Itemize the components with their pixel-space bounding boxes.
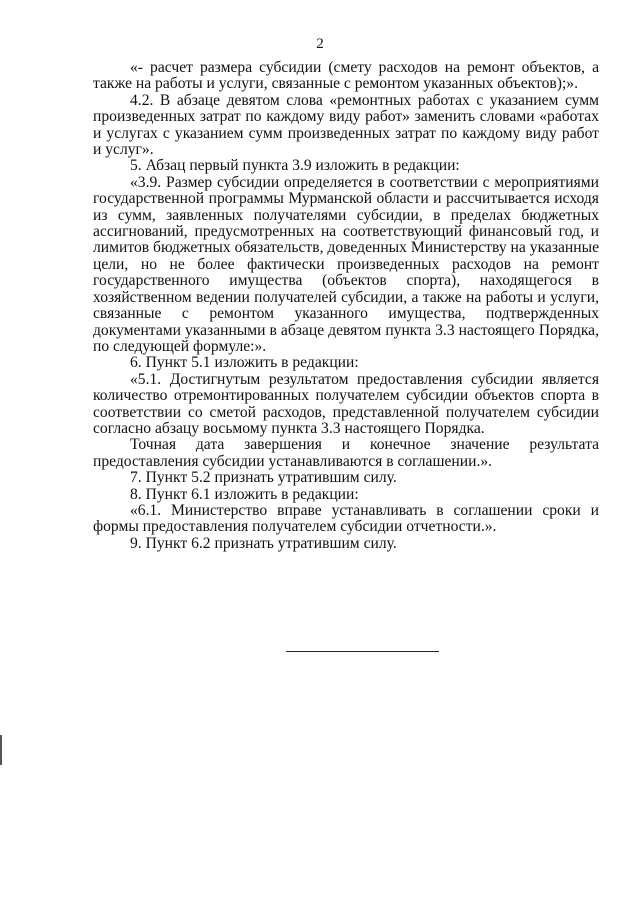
paragraph-6-1-text: «6.1. Министерство вправе устанавливать в соглашении сроки и формы предоставления получателем субсидии отчетности.». <box>93 501 599 536</box>
document-body <box>93 60 599 552</box>
paragraph-3-9-text: «3.9. Размер субсидии определяется в соответствии с мероприятиями государственной программы Мурманской области и рассчитывается исходя из сумм, заявленных получателями субсидии, в пределах бюджетных ассигнований, предусмотренных на соответствующий финансовый год, и лимитов бюджетных обязательств, доведенных Министерству на указанные цели, но не более фактически произведенных расходов на ремонт государственного имущества (объектов спорта), находящегося в хозяйственном ведении получателей субсидии, а также на работы и услуги, связанные с ремонтом указанного имущества, подтвержденных документами указанными в абзаце девятом пункта 3.3 настоящего Порядка, по следующей формуле:». <box>93 173 599 355</box>
paragraph-calculation-item: «- расчет размера субсидии (смету расходов на ремонт объектов, а также на работы и услуги, связанные с ремонтом указанных объектов);». <box>93 59 599 93</box>
paragraph-6: 6. Пункт 5.1 изложить в редакции: <box>130 354 359 372</box>
paragraph-8: 8. Пункт 6.1 изложить в редакции: <box>130 485 359 503</box>
scan-margin-mark <box>0 735 2 765</box>
paragraph-5: 5. Абзац первый пункта 3.9 изложить в редакции: <box>130 157 460 175</box>
paragraph-9: 9. Пункт 6.2 признать утратившим силу. <box>130 534 397 552</box>
end-separator-line <box>286 651 439 652</box>
paragraph-5-1-text: «5.1. Достигнутым результатом предоставления субсидии является количество отремонтированных получателем субсидии объектов спорта в соответствии со сметой расходов, представленной получателем субсидии согласно абзацу восьмому пункта 3.3 настоящего Порядка. <box>93 370 599 437</box>
page-number: 2 <box>316 36 324 52</box>
paragraph-7: 7. Пункт 5.2 признать утратившим силу. <box>130 469 397 487</box>
paragraph-4-2: 4.2. В абзаце девятом слова «ремонтных работах с указанием сумм произведенных затрат по каждому виду работ» заменить словами «работах и услугах с указанием сумм произведенных затрат по каждому виду работ и услуг». <box>93 91 599 159</box>
paragraph-result-date: Точная дата завершения и конечное значение результата предоставления субсидии устанавливаются в соглашении.». <box>93 436 599 470</box>
